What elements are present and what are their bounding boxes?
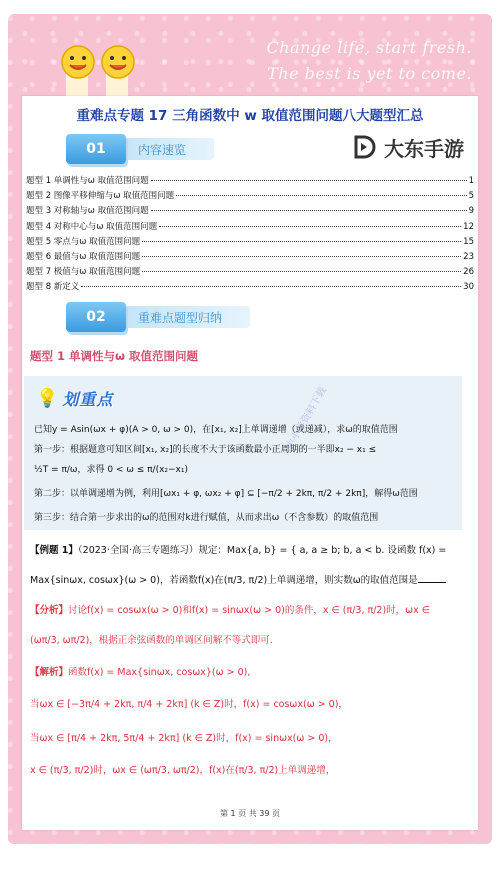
- toc-row[interactable]: 题型 6 最值与ω 取值范围问题 23: [26, 251, 474, 262]
- section-tag-01: [66, 134, 214, 164]
- watermark-logo: [352, 134, 464, 160]
- key-points-badge-text: 划重点: [62, 389, 114, 409]
- logo-d-icon: [352, 134, 378, 160]
- key-points-badge: [36, 382, 146, 414]
- example-line-2: Max{sinωx, cosωx}(ω > 0)，若函数f(x)在(π/3, π/2)上单调递增，则实数ω的取值范围是: [30, 574, 470, 588]
- section-number: 02: [66, 302, 126, 332]
- toc-row[interactable]: 题型 3 对称轴与ω 取值范围问题 9: [26, 206, 474, 217]
- toc-row[interactable]: 题型 7 极值与ω 取值范围问题 26: [26, 267, 474, 278]
- watermark-logo-text: 大东手游: [384, 136, 464, 161]
- toc-row[interactable]: 题型 8 新定义 30: [26, 282, 474, 293]
- analysis-label: 【分析】: [30, 605, 69, 616]
- section-tag-02: [66, 302, 250, 332]
- section-label: 内容速览: [120, 138, 214, 160]
- solution-line-1: 【解析】函数f(x) = Max{sinωx, cosωx}(ω > 0),: [30, 667, 251, 678]
- key-point-line: 第三步：结合第一步求出的ω的范围对k进行赋值，从而求出ω（不含参数）的取值范围: [34, 513, 379, 523]
- analysis-line-1: 【分析】讨论f(x) = cosωx(ω > 0)和f(x) = sinωx(ω > 0)的条件，x ∈ (π/3, π/2)时，ωx ∈: [30, 605, 431, 616]
- solution-line-3: 当ωx ∈ [π/4 + 2kπ, 5π/4 + 2kπ] (k ∈ Z)时，f(x) = sinωx(ω > 0)，: [30, 733, 338, 744]
- topic-heading: 题型 1 单调性与ω 取值范围问题: [30, 349, 199, 363]
- solution-line-2: 当ωx ∈ [−3π/4 + 2kπ, π/4 + 2kπ] (k ∈ Z)时，f(x) = cosωx(ω > 0)，: [30, 699, 348, 710]
- section-label: 重难点题型归纳: [120, 306, 250, 328]
- document-title: 重难点专题 17 三角函数中 w 取值范围问题八大题型汇总: [76, 108, 424, 124]
- toc-row[interactable]: 题型 1 单调性与ω 取值范围问题 1: [26, 176, 474, 186]
- page-footer: 第 1 页 共 39 页: [220, 809, 280, 818]
- key-point-line: 已知y = Asin(ωx + φ)(A > 0, ω > 0)，在[x₁, x₂]上单调递增（或递减），求ω的取值范围: [34, 425, 398, 435]
- key-point-line: 第一步：根据题意可知区间[x₁, x₂]的长度不大于该函数最小正周期的一半即x₂ − x₁ ≤: [34, 445, 377, 455]
- solution-label: 【解析】: [30, 667, 69, 678]
- example-line-1: 【例题 1】（2023·全国·高三专题练习）规定：Max{a, b} = { a, a ≥ b; b, a < b. 设函数 f(x) =: [30, 545, 447, 556]
- toc-row[interactable]: 题型 5 零点与ω 取值范围问题 15: [26, 236, 474, 247]
- key-point-line: 第二步：以单调递增为例，利用[ωx₁ + φ, ωx₂ + φ] ⊆ [−π/2 + 2kπ, π/2 + 2kπ]，解得ω范围: [34, 489, 418, 499]
- key-point-line: ½T = π/ω，求得 0 < ω ≤ π/(x₂−x₁): [34, 465, 189, 475]
- slogan-line-1: Change life, start fresh.: [266, 38, 472, 57]
- faint-stamp-watermark: 中小学资料下载: [284, 385, 329, 452]
- answer-blank: [418, 582, 446, 583]
- example-label: 【例题 1】: [30, 545, 78, 556]
- table-of-contents: [26, 174, 474, 296]
- slogan-line-2: The best is yet to come.: [267, 64, 472, 83]
- section-number: 01: [66, 134, 126, 164]
- solution-line-4: x ∈ (π/3, π/2)时，ωx ∈ (ωπ/3, ωπ/2)，f(x)在(π/3, π/2)上单调递增，: [30, 765, 336, 776]
- toc-row[interactable]: 题型 4 对称中心与ω 取值范围问题 12: [26, 221, 474, 232]
- lightbulb-icon: 💡: [36, 387, 59, 409]
- analysis-line-2: (ωπ/3, ωπ/2)，根据正余弦函数的单调区间解不等式即可.: [30, 635, 273, 646]
- toc-row[interactable]: 题型 2 图像平移伸缩与ω 取值范围问题 5: [26, 191, 474, 202]
- smiley-mascot-icon: [56, 40, 146, 100]
